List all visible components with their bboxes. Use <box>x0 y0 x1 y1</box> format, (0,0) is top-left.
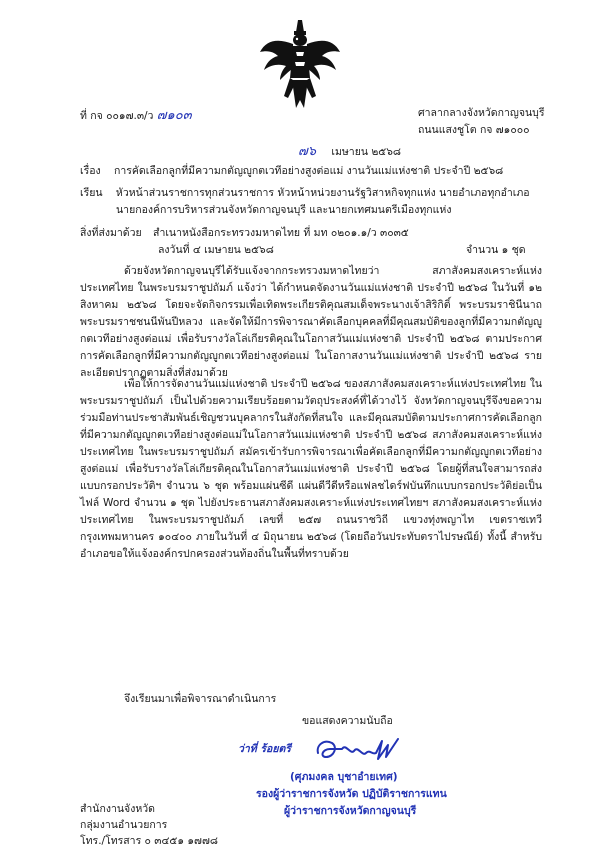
footer-phone: โทร./โทรสาร ๐ ๓๔๕๑ ๑๗๗๘ <box>80 835 218 847</box>
footer-department: กลุ่มงานอำนวยการ <box>80 819 168 831</box>
subject-label: เรื่อง <box>80 165 101 177</box>
signer-title-1: รองผู้ว่าราชการจังหวัด ปฏิบัติราชการแทน <box>256 788 447 800</box>
recipient-label: เรียน <box>80 187 103 199</box>
date-day-handwritten: ๗๖ <box>298 144 317 159</box>
enclosure-line <box>80 224 409 241</box>
signature-closing: ขอแสดงความนับถือ <box>302 715 393 727</box>
handwritten-signature-icon <box>312 735 408 763</box>
reference-number-handwritten: ๗๑๐๓ <box>156 108 192 123</box>
enclosure-count: จำนวน ๑ ชุด <box>466 244 526 256</box>
document-reference-number <box>80 104 192 125</box>
date-month-year: เมษายน ๒๕๖๘ <box>331 146 402 158</box>
enclosure-label: สิ่งที่ส่งมาด้วย <box>80 227 142 239</box>
footer-office: สำนักงานจังหวัด <box>80 803 155 815</box>
subject-text: การคัดเลือกลูกที่มีความกตัญญูกตเวทีอย่างสูงต่อแม่ งานวันแม่แห่งชาติ ประจำปี ๒๕๖๘ <box>114 165 504 177</box>
document-date <box>298 140 401 161</box>
enclosure-text: สำเนาหนังสือกระทรวงมหาดไทย ที่ มท ๐๒๐๑.๑/ว ๓๐๓๕ <box>153 227 409 239</box>
paragraph-2-text: เพื่อให้การจัดงานวันแม่แห่งชาติ ประจำปี ๒๕๖๘ ของสภาสังคมสงเคราะห์แห่งประเทศไทย ในพระบรมราชูปถัมภ์ เป็นไปด้วยความเรียบร้อยตามวัตถุประสงค์ที่ได้วางไว้ จังหวัดกาญจนบุรีจึงขอความร่วมมือท่านประชาสัมพันธ์เชิญชวนบุคลากรในสังกัดที่สนใจ และมีคุณสมบัติตามประกาศการคัดเลือกลูกที่มีความกตัญญูกตเวทีอย่างสูงต่อแม่ในโอกาสวันแม่แห่งชาติ ประจำปี ๒๕๖๘ สภาสังคมสงเคราะห์แห่งประเทศไทย ในพระบรมราชูปถัมภ์ สมัครเข้ารับการพิจารณาเพื่อคัดเลือกลูกที่มีความกตัญญูกตเวทีอย่างสูงต่อแม่ เพื่อรับรางวัลโล่เกียรติคุณในโอกาสวันแม่แห่งชาติ ประจำปี ๒๕๖๘ โดยผู้ที่สนใจสามารถส่งแบบกรอกประวัติฯ จำนวน ๖ ชุด พร้อมแผ่นซีดี แผ่นดีวีดีหรือแฟลชไดร์ฟบันทึกแบบกรอกประวัติย่อเป็นไฟล์ Word จำนวน ๑ ชุด ไปยังประธานสภาสังคมสงเคราะห์แห่งประเทศไทยฯ สภาสังคมสงเคราะห์แห่งประเทศไทย ในพระบรมราชูปถัมภ์ เลขที่ ๒๕๗ ถนนราชวิถี แขวงทุ่งพญาไท เขตราชเทวี กรุงเทพมหานคร ๑๐๔๐๐ ภายในวันที่ ๔ มิถุนายน ๒๕๖๘ (โดยถือวันประทับตราไปรษณีย์) ทั้งนี้ สำหรับอำเภอขอให้แจ้งองค์กรปกครองส่วนท้องถิ่นในพื้นที่ทราบด้วย <box>80 378 542 560</box>
signer-title-2: ผู้ว่าราชการจังหวัดกาญจนบุรี <box>284 805 417 817</box>
recipient-text-1: หัวหน้าส่วนราชการทุกส่วนราชการ หัวหน้าหน่วยงานรัฐวิสาหกิจทุกแห่ง นายอำเภอทุกอำเภอ <box>115 187 530 199</box>
closing-request: จึงเรียนมาเพื่อพิจารณาดำเนินการ <box>124 693 277 705</box>
enclosure-date: ลงวันที่ ๔ เมษายน ๒๕๖๘ <box>158 244 274 256</box>
office-name: ศาลากลางจังหวัดกาญจนบุรี <box>418 107 545 119</box>
recipient-line-1 <box>80 184 530 201</box>
subject-line <box>80 162 503 179</box>
body-paragraph-2 <box>80 376 542 563</box>
paragraph-1-text: ด้วยจังหวัดกาญจนบุรีได้รับแจ้งจากกระทรวงมหาดไทยว่า สภาสังคมสงเคราะห์แห่งประเทศไทย ในพระบรมราชูปถัมภ์ แจ้งว่า ได้กำหนดจัดงานวันแม่แห่งชาติ ประจำปี ๒๕๖๘ ในวันที่ ๑๒ สิงหาคม ๒๕๖๘ โดยจะจัดกิจกรรมเพื่อเทิดพระเกียรติคุณสมเด็จพระนางเจ้าสิริกิติ์ พระบรมราชินีนาถ พระบรมราชชนนีพันปีหลวง และจัดให้มีการพิจารณาคัดเลือกบุคคลที่มีคุณสมบัติของลูกที่มีความกตัญญูกตเวทีอย่างสูงต่อแม่ เพื่อรับรางวัลโล่เกียรติคุณในโอกาสวันแม่แห่งชาติ ประจำปี ๒๕๖๘ ตามประกาศการคัดเลือกลูกที่มีความกตัญญูกตเวทีอย่างสูงต่อแม่ ในโอกาสงานวันแม่แห่งชาติ ประจำปี ๒๕๖๘ รายละเอียดปรากฏตามสิ่งที่ส่งมาด้วย <box>80 265 542 379</box>
signature-rank-note: ว่าที่ ร้อยตรี <box>238 743 291 755</box>
signer-name: (ศุภมงคล บุชาอำยเทศ) <box>290 771 398 783</box>
recipient-text-2: นายกองค์การบริหารส่วนจังหวัดกาญจนบุรี และนายกเทศมนตรีเมืองทุกแห่ง <box>116 204 452 216</box>
body-paragraph-1 <box>80 263 542 382</box>
garuda-emblem-icon <box>258 18 342 110</box>
reference-prefix: ที่ กจ ๐๐๑๗.๓/ว <box>80 110 154 122</box>
office-address: ถนนแสงชูโต กจ ๗๑๐๐๐ <box>418 124 530 136</box>
